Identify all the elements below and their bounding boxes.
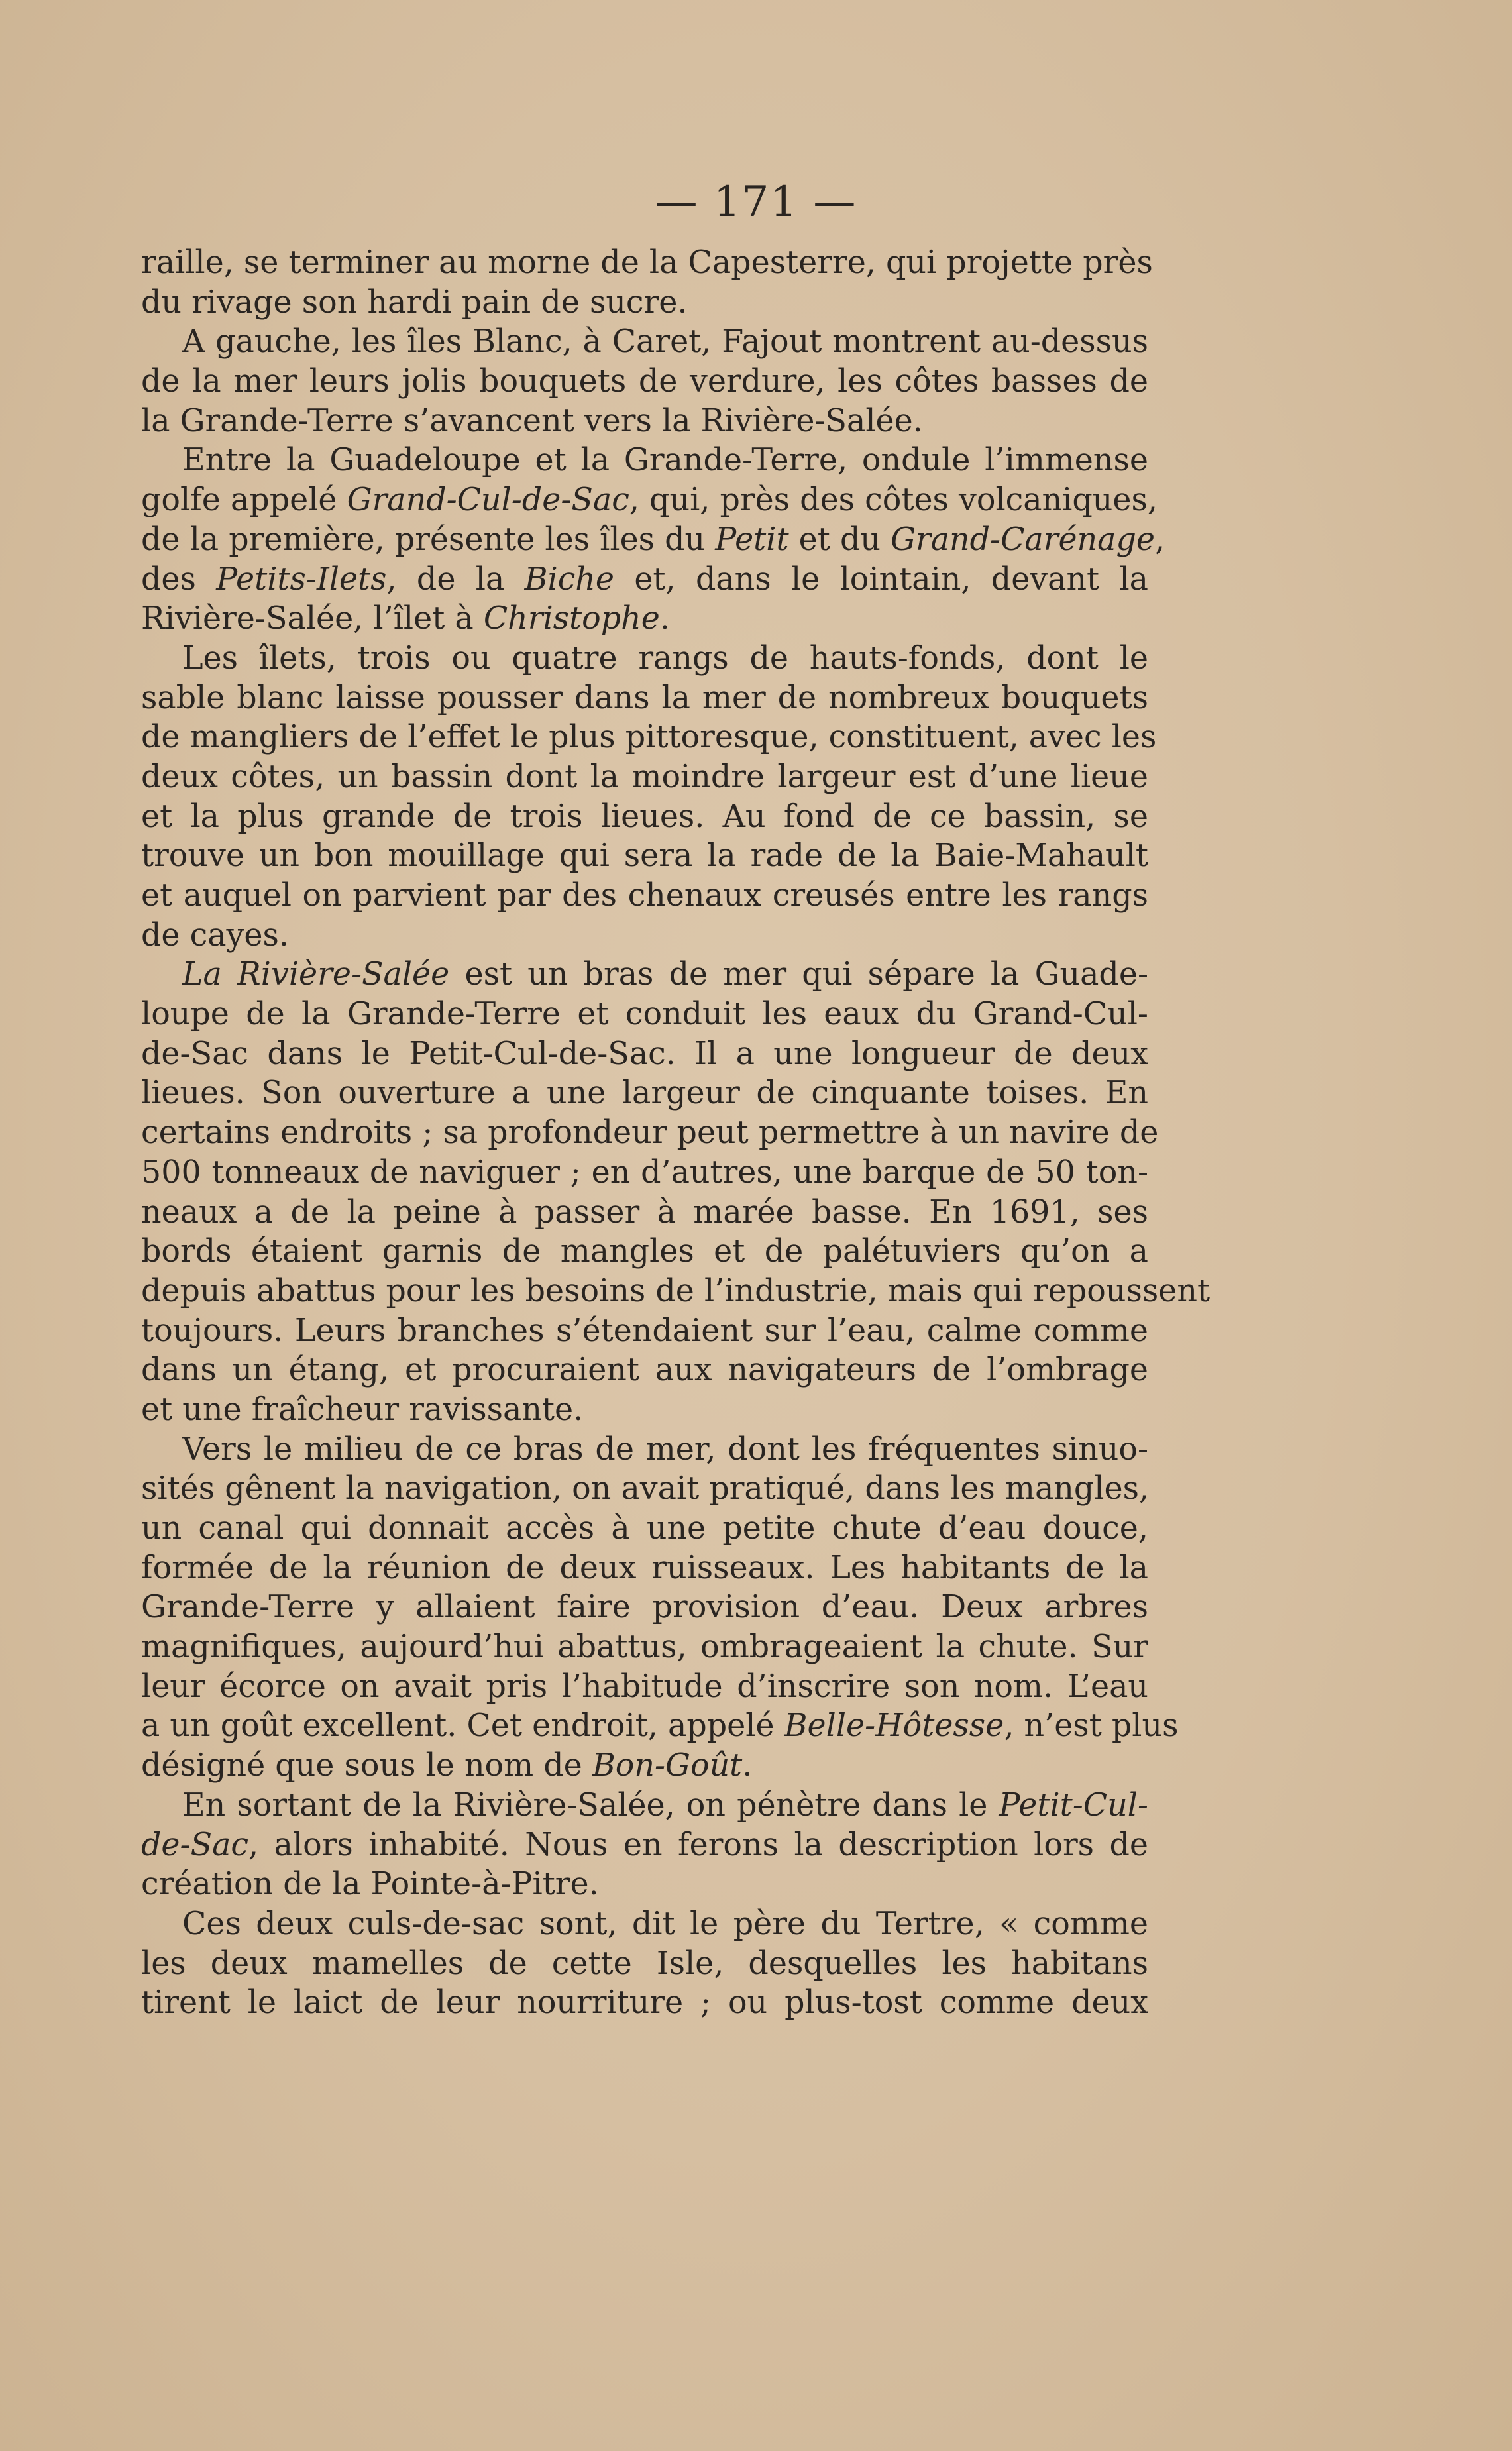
italic-text: Biche <box>524 561 614 598</box>
text-segment: et, dans le lointain, devant la <box>614 561 1148 598</box>
text-segment: un canal qui donnait accès à une petite chute d’eau douce, <box>141 1510 1148 1547</box>
text-line <box>141 1073 1148 1113</box>
text-line <box>141 1350 1148 1390</box>
text-line <box>141 1034 1148 1074</box>
italic-text: Grand-Cul-de-Sac <box>347 482 629 519</box>
text-segment: . <box>742 1747 753 1784</box>
italic-text: de-Sac <box>141 1826 249 1863</box>
page-number: — 171 — <box>655 178 857 227</box>
text-line <box>141 1667 1148 1707</box>
italic-text: Grand-Carénage <box>891 521 1155 558</box>
text-line <box>141 1825 1148 1865</box>
text-line <box>141 639 1148 679</box>
text-line <box>141 797 1148 837</box>
text-segment: 500 tonneaux de naviguer ; en d’autres, une barque de 50 ton- <box>141 1154 1148 1191</box>
text-line <box>141 1153 1148 1193</box>
text-segment: de la première, présente les îles du <box>141 521 716 558</box>
text-segment: Les îlets, trois ou quatre rangs de hauts-fonds, dont le <box>182 639 1148 677</box>
text-line <box>141 1390 1148 1430</box>
text-line <box>141 1193 1148 1232</box>
text-line <box>141 1430 1148 1470</box>
text-segment: Ces deux culs-de-sac sont, dit le père du Tertre, « comme <box>182 1905 1148 1942</box>
text-segment: , de la <box>386 561 525 598</box>
text-line <box>141 1904 1148 1944</box>
text-segment: du rivage son hardi pain de sucre. <box>141 284 688 321</box>
text-line <box>141 995 1148 1034</box>
text-segment: . <box>659 600 670 637</box>
text-line <box>141 322 1148 362</box>
text-segment: toujours. Leurs branches s’étendaient sur l’eau, calme comme <box>141 1312 1148 1349</box>
text-line <box>141 1786 1148 1825</box>
text-line <box>141 1865 1148 1904</box>
text-segment: A gauche, les îles Blanc, à Caret, Fajout montrent au-dessus <box>182 323 1148 360</box>
text-segment: leur écorce on avait pris l’habitude d’inscrire son nom. L’eau <box>141 1668 1148 1705</box>
text-segment: trouve un bon mouillage qui sera la rade de la Baie-Mahault <box>141 838 1148 875</box>
text-line <box>141 362 1148 402</box>
text-line <box>141 1509 1148 1549</box>
text-segment: et auquel on parvient par des chenaux creusés entre les rangs <box>141 877 1148 914</box>
text-line <box>141 1627 1148 1667</box>
text-line <box>141 560 1148 600</box>
text-segment: , n’est plus <box>1004 1708 1179 1745</box>
text-segment: de la mer leurs jolis bouquets de verdure, les côtes basses de <box>141 363 1148 400</box>
text-segment: a un goût excellent. Cet endroit, appelé <box>141 1708 784 1745</box>
text-segment: Vers le milieu de ce bras de mer, dont les fréquentes sinuo- <box>182 1431 1148 1468</box>
text-line <box>141 916 1148 955</box>
text-segment: Grande-Terre y allaient faire provision d’eau. Deux arbres <box>141 1589 1148 1626</box>
text-segment: de mangliers de l’effet le plus pittoresque, constituent, avec les <box>141 719 1157 756</box>
text-segment: des <box>141 561 217 598</box>
text-line <box>141 1944 1148 1984</box>
text-segment: deux côtes, un bassin dont la moindre largeur est d’une lieue <box>141 758 1148 795</box>
text-line <box>141 441 1148 480</box>
text-segment: En sortant de la Rivière-Salée, on pénètre dans le <box>182 1786 999 1824</box>
italic-text: Petit-Cul- <box>999 1786 1148 1824</box>
text-segment: sités gênent la navigation, on avait pratiqué, dans les mangles, <box>141 1470 1150 1507</box>
text-segment: et une fraîcheur ravissante. <box>141 1391 584 1428</box>
text-segment: sable blanc laisse pousser dans la mer de nombreux bouquets <box>141 679 1148 716</box>
text-segment: formée de la réunion de deux ruisseaux. Les habitants de la <box>141 1549 1148 1586</box>
text-segment: est un bras de mer qui sépare la Guade- <box>449 956 1148 993</box>
text-line <box>141 1706 1179 1746</box>
text-segment: désigné que sous le nom de <box>141 1747 592 1784</box>
text-segment: depuis abattus pour les besoins de l’industrie, mais qui repoussent <box>141 1272 1211 1309</box>
text-segment: et du <box>788 521 891 558</box>
text-segment: de-Sac dans le Petit-Cul-de-Sac. Il a une longueur de deux <box>141 1035 1148 1072</box>
italic-text: Petit <box>715 521 789 558</box>
text-line <box>141 480 1158 520</box>
text-segment: magnifiques, aujourd’hui abattus, ombrageaient la chute. Sur <box>141 1629 1148 1666</box>
text-line <box>141 876 1148 916</box>
text-line <box>141 679 1148 718</box>
text-segment: et la plus grande de trois lieues. Au fond de ce bassin, se <box>141 798 1148 835</box>
text-segment: tirent le laict de leur nourriture ; ou plus-tost comme deux <box>141 1985 1148 2022</box>
text-segment: certains endroits ; sa profondeur peut permettre à un navire de <box>141 1115 1159 1152</box>
italic-text: La Rivière-Salée <box>182 956 450 993</box>
text-segment: bords étaient garnis de mangles et de palétuviers qu’on a <box>141 1233 1148 1270</box>
text-line <box>141 1113 1159 1153</box>
text-segment: les deux mamelles de cette Isle, desquelles les habitans <box>141 1945 1148 1982</box>
text-line <box>141 836 1148 876</box>
italic-text: Belle-Hôtesse <box>784 1708 1004 1745</box>
text-segment: création de la Pointe-à-Pitre. <box>141 1866 599 1903</box>
text-segment: Entre la Guadeloupe et la Grande-Terre, ondule l’immense <box>182 442 1148 479</box>
text-line <box>141 1746 1148 1786</box>
text-segment: neaux a de la peine à passer à marée basse. En 1691, ses <box>141 1193 1148 1230</box>
text-line <box>141 955 1148 995</box>
italic-text: Bon-Goût <box>592 1747 743 1784</box>
text-line <box>141 1272 1211 1311</box>
text-segment: Rivière-Salée, l’îlet à <box>141 600 484 637</box>
text-line <box>141 1469 1148 1509</box>
text-line <box>141 1232 1148 1272</box>
text-segment: loupe de la Grande-Terre et conduit les eaux du Grand-Cul- <box>141 996 1148 1033</box>
text-line <box>141 1311 1148 1351</box>
body-text <box>141 243 1211 2023</box>
text-line <box>141 718 1157 757</box>
text-segment: la Grande-Terre s’avancent vers la Rivière-Salée. <box>141 402 923 439</box>
text-line <box>141 283 1148 323</box>
text-segment: golfe appelé <box>141 482 347 519</box>
text-line <box>141 243 1153 283</box>
text-line <box>141 520 1165 560</box>
italic-text: Petits-Ilets <box>216 561 387 598</box>
text-segment: de cayes. <box>141 916 289 953</box>
text-segment: lieues. Son ouverture a une largeur de cinquante toises. En <box>141 1075 1148 1112</box>
italic-text: Christophe <box>483 600 660 637</box>
text-line <box>141 402 1148 441</box>
text-line <box>141 1588 1148 1627</box>
text-line <box>141 757 1148 797</box>
text-segment: raille, se terminer au morne de la Capesterre, qui projette près <box>141 245 1153 281</box>
text-segment: , <box>1155 521 1165 558</box>
text-line <box>141 599 1148 639</box>
text-line <box>141 1549 1148 1588</box>
text-segment: , qui, près des côtes volcaniques, <box>629 482 1158 519</box>
text-segment: dans un étang, et procuraient aux navigateurs de l’ombrage <box>141 1352 1148 1389</box>
text-line <box>141 1983 1148 2023</box>
text-segment: , alors inhabité. Nous en ferons la description lors de <box>248 1826 1148 1863</box>
